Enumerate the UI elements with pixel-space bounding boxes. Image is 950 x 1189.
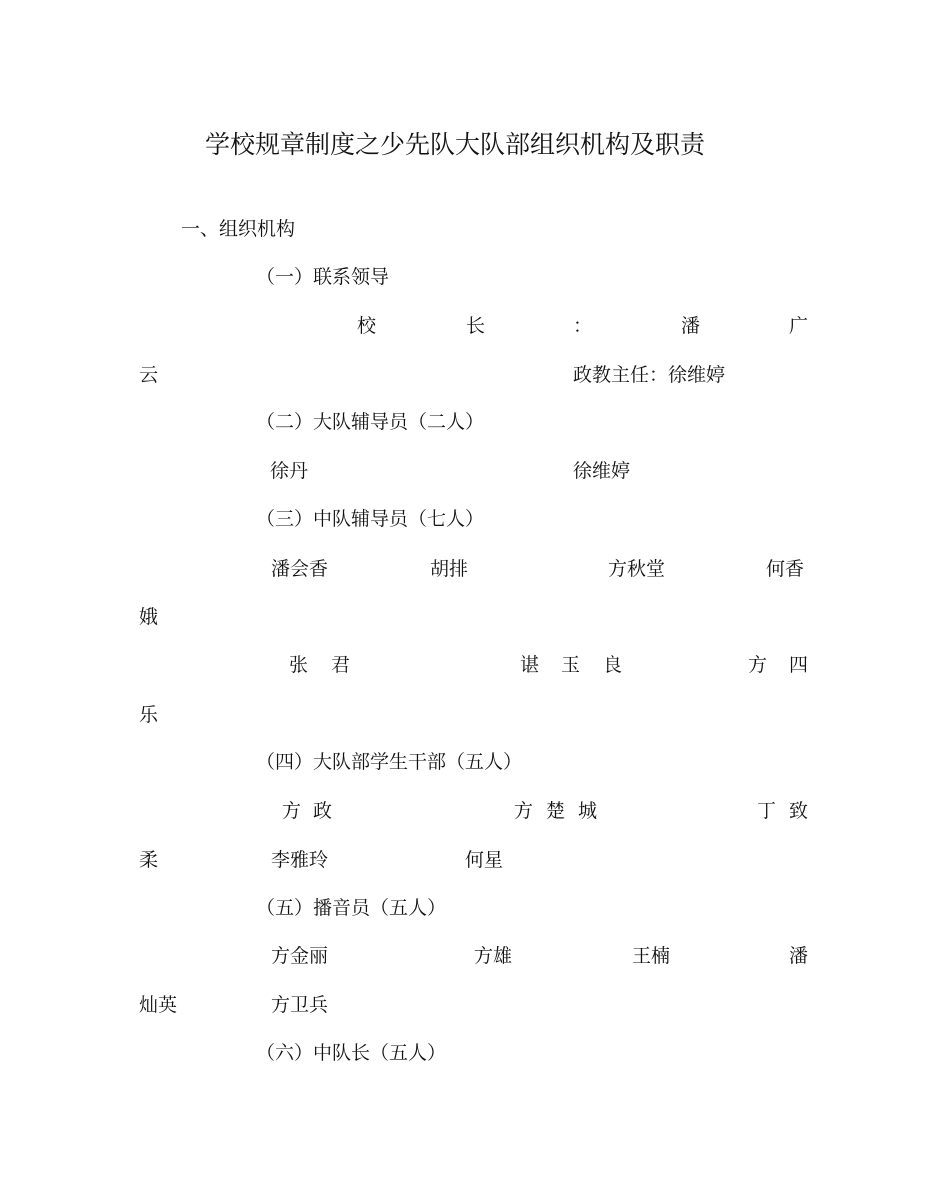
name-char: 君 — [331, 654, 351, 676]
name-char: 张 — [289, 654, 309, 676]
name-char: 丁 — [757, 800, 777, 822]
principal-char: 校 — [357, 315, 377, 337]
principal-char: 潘 — [681, 315, 701, 337]
subsection-heading-squadron-counselors: （三）中队辅导员（七人） — [256, 508, 485, 530]
person-name-cont: 灿英 — [139, 994, 178, 1016]
name-char: 方 — [514, 800, 534, 822]
name-char: 楚 — [546, 800, 566, 822]
person-name: 方秋堂 — [608, 558, 666, 580]
subsection-heading-squad-leaders: （六）中队长（五人） — [256, 1042, 447, 1064]
person-name: 徐丹 — [270, 460, 309, 482]
person-name: 方卫兵 — [271, 994, 329, 1016]
name-char: 方 — [282, 800, 302, 822]
name-char: 良 — [603, 654, 623, 676]
document-title: 学校规章制度之少先队大队部组织机构及职责 — [204, 130, 705, 159]
person-name-cont: 柔 — [139, 849, 159, 871]
person-name: 方金丽 — [271, 945, 329, 967]
principal-char: 广 — [789, 315, 809, 337]
subsection-heading-student-cadres: （四）大队部学生干部（五人） — [256, 751, 523, 773]
principal-char: ： — [573, 315, 593, 337]
section-heading-organization: 一、组织机构 — [181, 218, 296, 240]
name-char: 玉 — [561, 654, 581, 676]
person-name-cont: 娥 — [139, 606, 159, 628]
person-name: 方雄 — [474, 945, 513, 967]
subsection-heading-brigade-counselors: （二）大队辅导员（二人） — [256, 411, 485, 433]
person-name: 胡排 — [430, 558, 469, 580]
person-name: 潘会香 — [271, 558, 329, 580]
person-name: 何星 — [465, 849, 504, 871]
name-char: 谌 — [520, 654, 540, 676]
subsection-heading-announcers: （五）播音员（五人） — [256, 897, 447, 919]
name-char: 政 — [313, 800, 333, 822]
name-char: 城 — [578, 800, 598, 822]
name-char: 方 — [748, 654, 768, 676]
name-char: 致 — [789, 800, 809, 822]
subsection-heading-leaders: （一）联系领导 — [256, 266, 390, 288]
principal-char: 长 — [466, 315, 486, 337]
person-name: 王楠 — [632, 945, 671, 967]
person-name-cont: 乐 — [139, 704, 159, 726]
person-name: 何香 — [766, 558, 805, 580]
person-name: 徐维婷 — [573, 460, 631, 482]
name-char: 四 — [789, 654, 809, 676]
director-line: 政教主任：徐维婷 — [573, 364, 726, 386]
person-name: 李雅玲 — [271, 849, 329, 871]
person-name: 潘 — [789, 945, 809, 967]
principal-name-cont: 云 — [139, 364, 159, 386]
